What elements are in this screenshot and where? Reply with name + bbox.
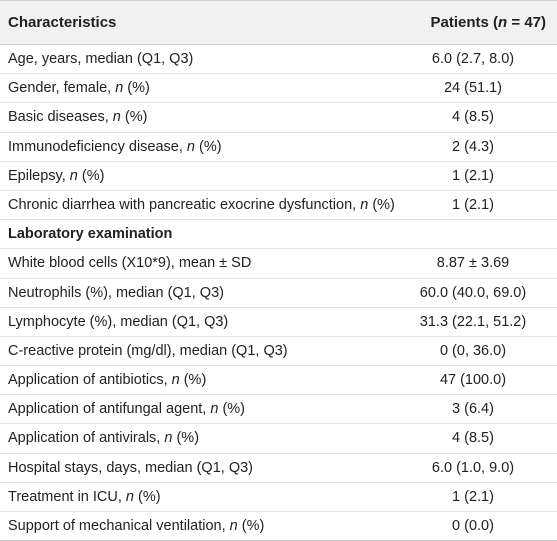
row-label: Neutrophils (%), median (Q1, Q3) <box>8 284 224 301</box>
row-value: 4 (8.5) <box>452 430 494 447</box>
row-value: 31.3 (22.1, 51.2) <box>419 313 527 330</box>
table-row <box>0 191 557 220</box>
row-value: 8.87 ± 3.69 <box>436 255 510 272</box>
row-label: Application of antibiotics, n (%) <box>8 372 207 389</box>
section-heading: Laboratory examination <box>8 226 173 243</box>
row-label: Support of mechanical ventilation, n (%) <box>8 518 265 534</box>
table-row <box>0 366 557 395</box>
row-label: Treatment in ICU, n (%) <box>8 488 161 505</box>
row-label: Basic diseases, n (%) <box>8 109 148 126</box>
row-label: Hospital stays, days, median (Q1, Q3) <box>8 459 253 476</box>
row-value: 24 (51.1) <box>443 80 503 97</box>
table-row <box>0 337 557 366</box>
table-row <box>0 103 557 132</box>
row-value: 6.0 (1.0, 9.0) <box>431 459 515 476</box>
row-value: 1 (2.1) <box>452 488 494 505</box>
row-label: Gender, female, n (%) <box>8 80 150 97</box>
row-label: Application of antifungal agent, n (%) <box>8 401 246 418</box>
table-row <box>0 454 557 483</box>
row-value: 3 (6.4) <box>452 401 494 418</box>
row-value: 0 (0, 36.0) <box>439 342 507 359</box>
row-value: 0 (0.0) <box>452 518 494 534</box>
row-label: Application of antivirals, n (%) <box>8 430 200 447</box>
row-label: C-reactive protein (mg/dl), median (Q1, Q3) <box>8 342 288 359</box>
row-label: Chronic diarrhea with pancreatic exocrine dysfunction, n (%) <box>8 196 395 213</box>
table-row <box>0 395 557 424</box>
table-row <box>0 45 557 74</box>
row-label: Lymphocyte (%), median (Q1, Q3) <box>8 313 229 330</box>
row-label: Age, years, median (Q1, Q3) <box>8 51 194 67</box>
row-value: 1 (2.1) <box>452 167 494 184</box>
row-label: Epilepsy, n (%) <box>8 167 105 184</box>
table-row <box>0 74 557 103</box>
table-row <box>0 133 557 162</box>
table-row <box>0 162 557 191</box>
table-row <box>0 279 557 308</box>
row-value: 2 (4.3) <box>452 138 494 155</box>
row-value: 6.0 (2.7, 8.0) <box>431 51 515 67</box>
header-patients: Patients (n = 47) <box>430 14 546 31</box>
row-value: 47 (100.0) <box>439 372 507 389</box>
table-row <box>0 512 557 541</box>
table-body <box>0 45 557 541</box>
table-row <box>0 249 557 278</box>
table-row <box>0 308 557 337</box>
table-row <box>0 483 557 512</box>
row-value: 60.0 (40.0, 69.0) <box>419 284 527 301</box>
row-label: White blood cells (X10*9), mean ± SD <box>8 255 252 272</box>
row-value: 4 (8.5) <box>452 109 494 126</box>
row-value: 1 (2.1) <box>452 196 494 213</box>
header-characteristics: Characteristics <box>8 14 117 31</box>
table-row <box>0 424 557 453</box>
row-label: Immunodeficiency disease, n (%) <box>8 138 222 155</box>
section-row <box>0 220 557 249</box>
table-header <box>0 0 557 45</box>
